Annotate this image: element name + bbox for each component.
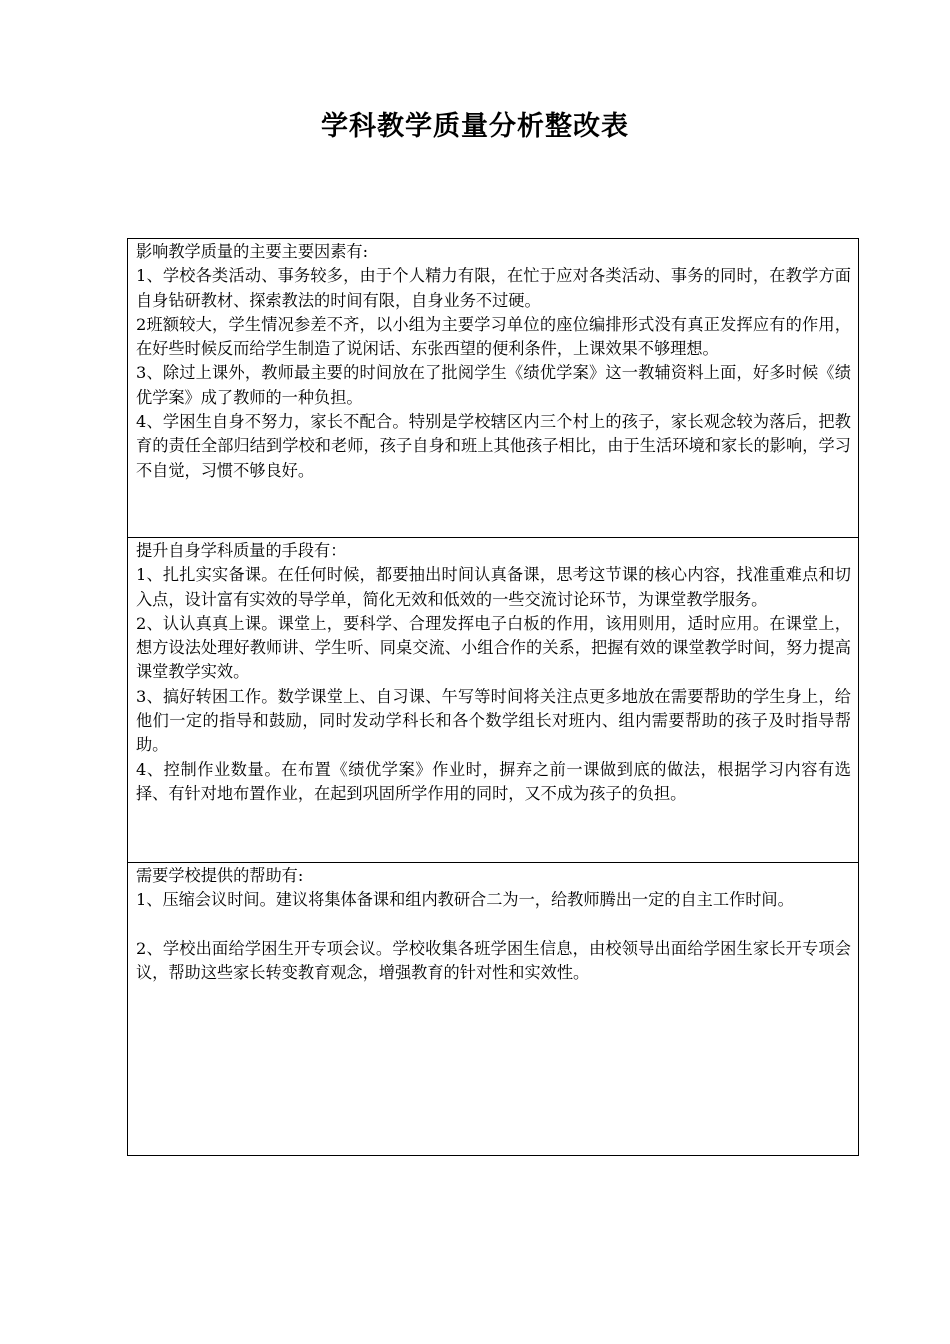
methods-cell	[128, 537, 858, 862]
method-item-4: 4、控制作业数量。在布置《绩优学案》作业时，摒弃之前一课做到底的做法，根据学习内容有选择、有针对地布置作业，在起到巩固所学作用的同时，又不成为孩子的负担。	[136, 759, 851, 803]
factor-item-4: 4、学困生自身不努力，家长不配合。特别是学校辖区内三个村上的孩子，家长观念较为落后，把教育的责任全部归结到学校和老师，孩子自身和班上其他孩子相比，由于生活环境和家长的影响，学习不自觉，习惯不够良好。	[136, 412, 851, 480]
method-item-1: 1、扎扎实实备课。在任何时候，都要抽出时间认真备课，思考这节课的核心内容，找准重难点和切入点，设计富有实效的导学单，简化无效和低效的一些交流讨论环节，为课堂教学服务。	[136, 565, 851, 609]
method-item-3: 3、搞好转困工作。数学课堂上、自习课、午写等时间将关注点更多地放在需要帮助的学生身上，给他们一定的指导和鼓励，同时发动学科长和各个数学组长对班内、组内需要帮助的孩子及时指导帮助。	[136, 686, 851, 755]
factor-item-1: 1、学校各类活动、事务较多，由于个人精力有限，在忙于应对各类活动、事务的同时，在教学方面自身钻研教材、探索教法的时间有限，自身业务不过硬。	[136, 266, 851, 310]
support-cell	[128, 862, 858, 1155]
support-item-1: 1、压缩会议时间。建议将集体备课和组内教研合二为一，给教师腾出一定的自主工作时间。	[136, 890, 794, 910]
blank-line	[136, 913, 851, 937]
factor-item-2: 2班额较大，学生情况参差不齐，以小组为主要学习单位的座位编排形式没有真正发挥应有的作用，在好些时候反而给学生制造了说闲话、东张西望的便利条件，上课效果不够理想。	[136, 314, 851, 359]
document-title: 学科教学质量分析整改表	[321, 111, 629, 142]
support-heading: 需要学校提供的帮助有:	[136, 866, 304, 885]
support-item-2: 2、学校出面给学困生开专项会议。学校收集各班学困生信息，由校领导出面给学困生家长开专项会议，帮助这些家长转变教育观念，增强教育的针对性和实效性。	[136, 938, 851, 983]
factors-cell	[128, 239, 858, 537]
methods-heading: 提升自身学科质量的手段有：	[136, 541, 347, 560]
factors-heading: 影响教学质量的主要主要因素有:	[136, 242, 369, 261]
factor-item-3: 3、除过上课外，教师最主要的时间放在了批阅学生《绩优学案》这一教辅资料上面，好多时候《绩优学案》成了教师的一种负担。	[136, 363, 851, 407]
analysis-table	[127, 238, 859, 1156]
method-item-2: 2、认认真真上课。课堂上，要科学、合理发挥电子白板的作用，该用则用，适时应用。在课堂上，想方设法处理好教师讲、学生听、同桌交流、小组合作的关系，把握有效的课堂教学时间，努力提高课堂教学实效。	[136, 613, 851, 682]
